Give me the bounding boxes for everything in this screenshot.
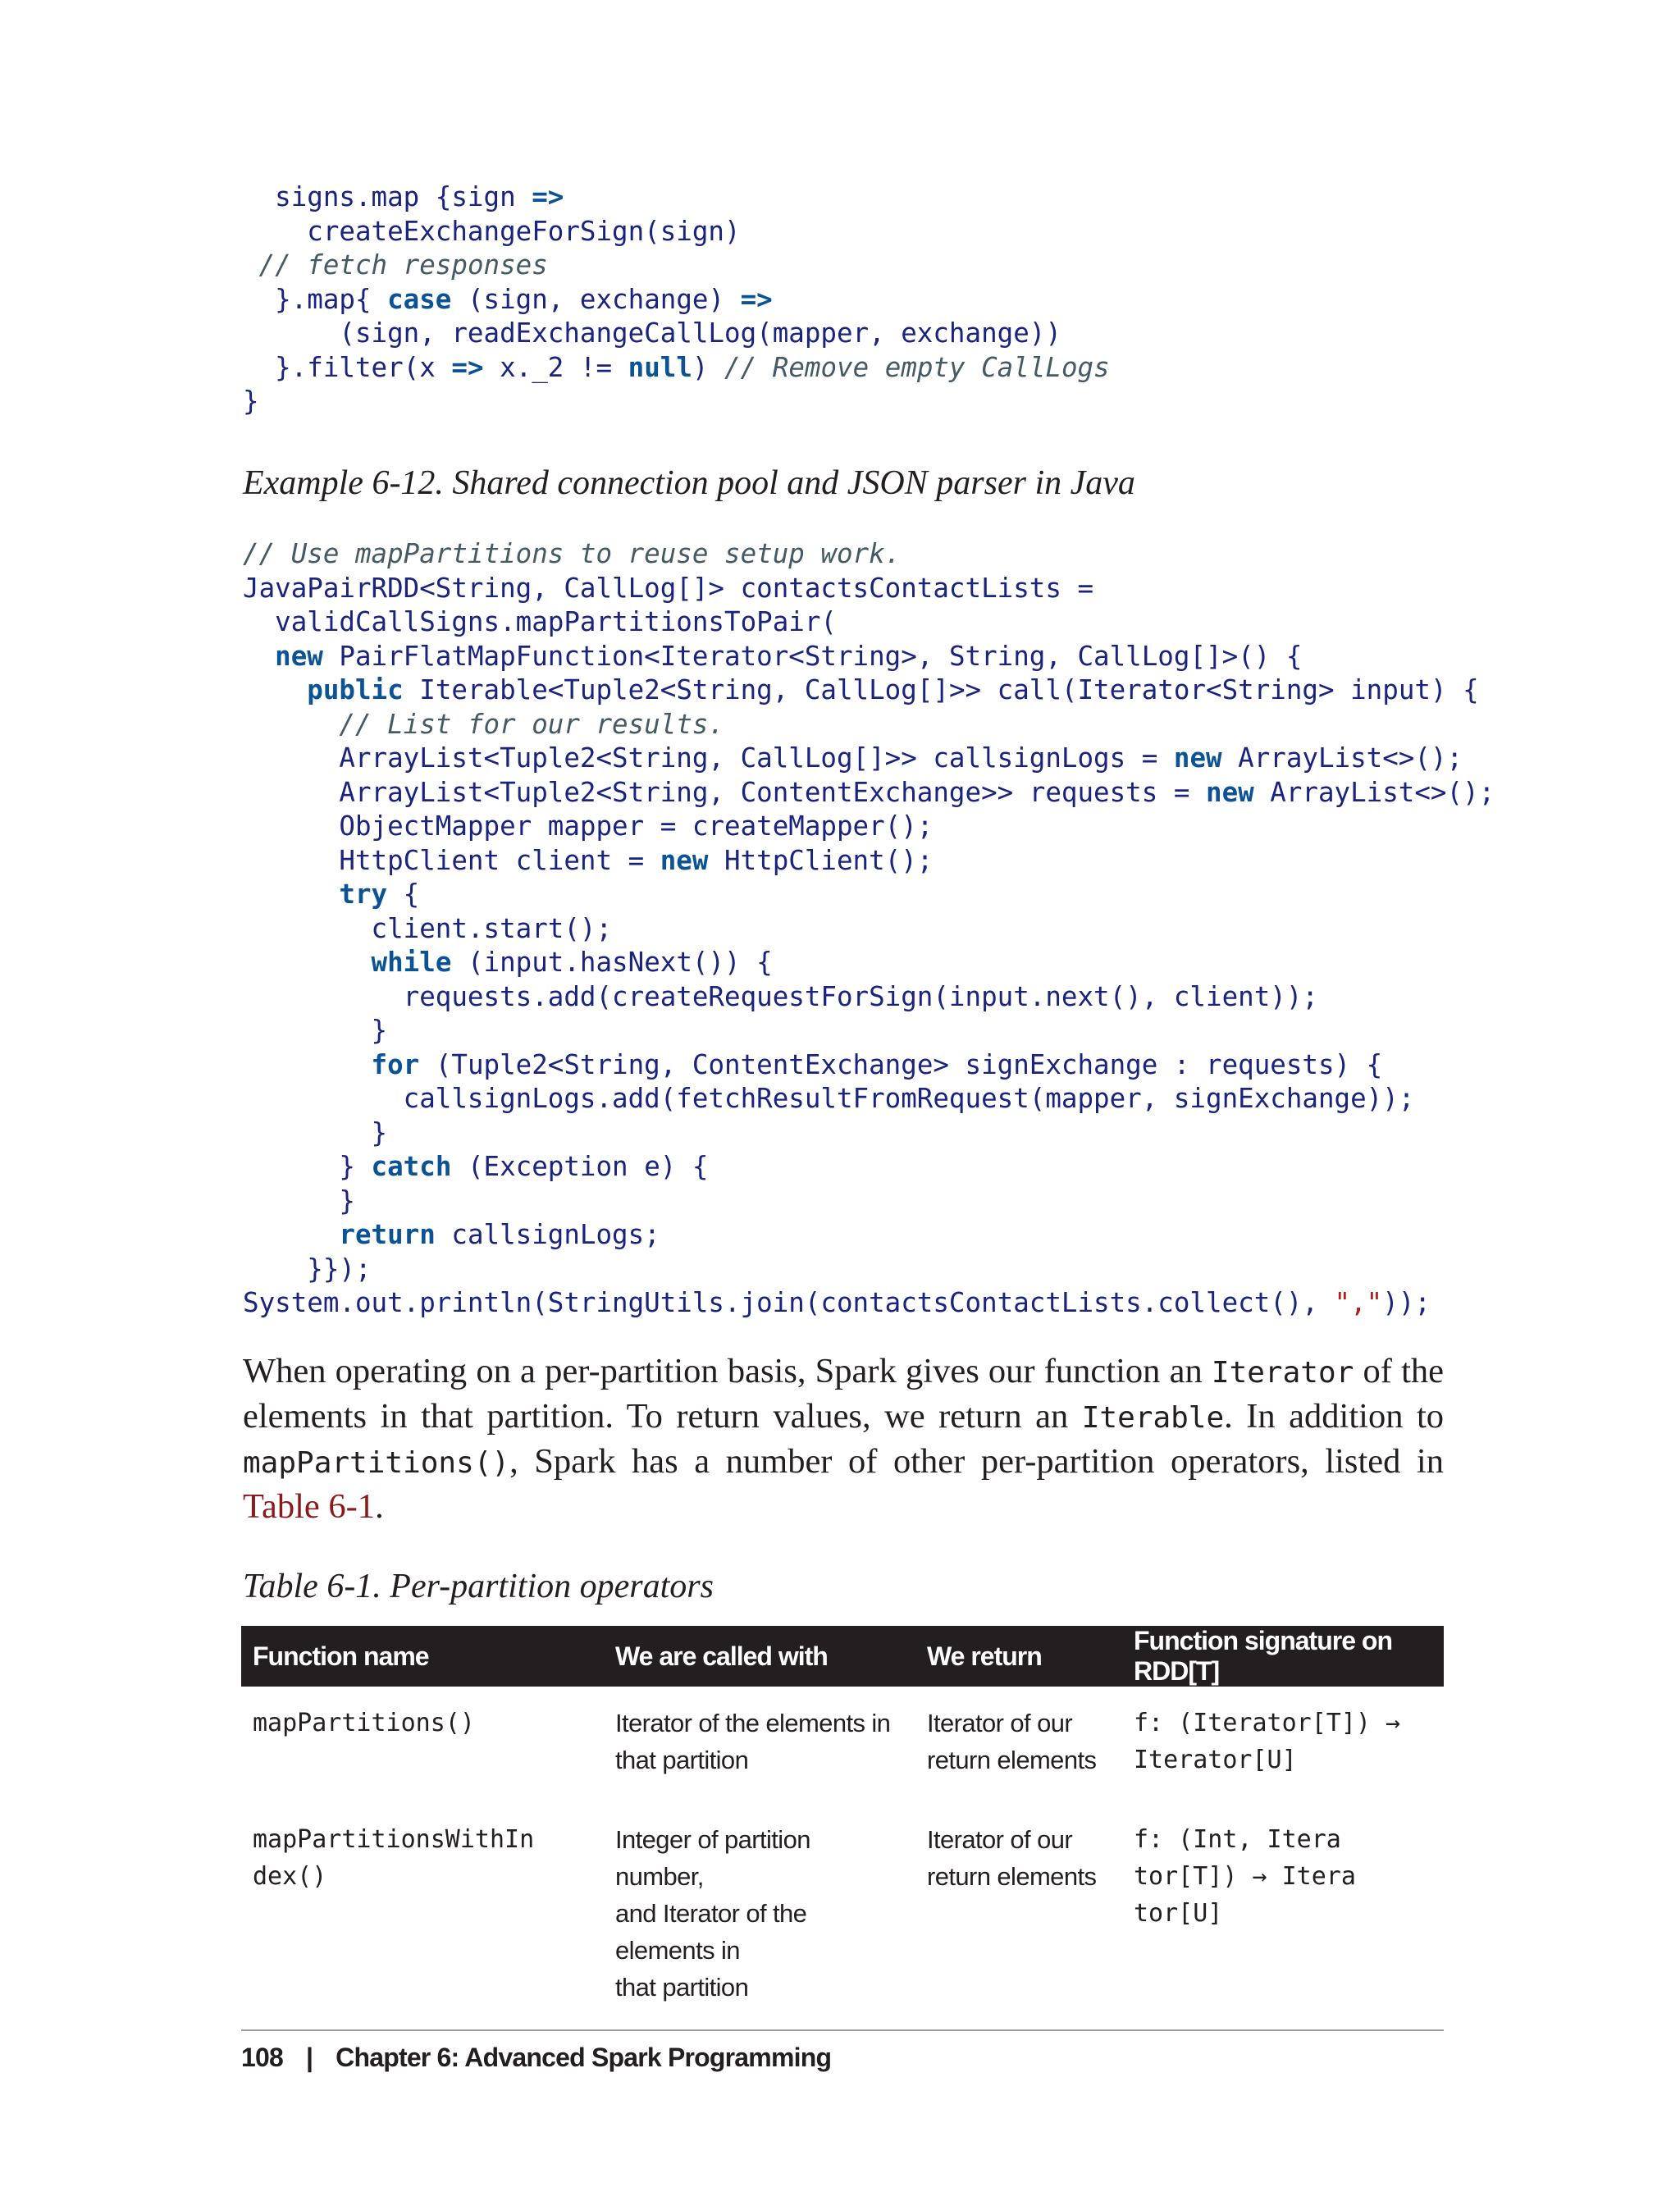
body-paragraph: When operating on a per-partition basis, Spark gives our function an Iterator of the elements in that partition. To return values, we return an Iterable. In addition to mapPartitions(), Spark has a number of other per-partition operators, listed in Table 6-1. (243, 1352, 1445, 1526)
called-with-cell: Integer of partition number, and Iterator of the elements in that partition (615, 1825, 810, 2002)
table-row (241, 1687, 1444, 1803)
returns-cell: Iterator of our return elements (927, 1825, 1097, 1891)
column-header: Function name (241, 1626, 604, 1687)
per-partition-operators-table (241, 1626, 1444, 2030)
footer-divider (241, 2029, 1444, 2031)
signature-cell: f: (Int, Itera tor[T]) → Itera tor[U] (1134, 1825, 1356, 1928)
scala-code-listing: signs.map {sign => createExchangeForSign(sign) // fetch responses }.map{ case (sign, exchange) => (sign, readExchangeCallLog(mapper, exchange)) }.filter(x => x._2 != null) // Remove empty CallLogs } (243, 181, 1110, 417)
java-code-listing: // Use mapPartitions to reuse setup work. JavaPairRDD<String, CallLog[]> contactsContactLists = validCallSigns.mapPartitionsToPair( new PairFlatMapFunction<Iterator<String>, String, CallLog[]>() { public Iterable<Tuple2<String, CallLog[]>> call(Iterator<String> input) { // List for our results. ArrayList<Tuple2<String, CallLog[]>> callsignLogs = new ArrayList<>(); ArrayList<Tuple2<String, ContentExchange>> requests = new ArrayList<>(); ObjectMapper mapper = createMapper(); HttpClient client = new HttpClient(); try { client.start(); while (input.hasNext()) { requests.add(createRequestForSign(input.next(), client)); } for (Tuple2<String, ContentExchange> signExchange : requests) { callsignLogs.add(fetchResultFromRequest(mapper, signExchange)); } } catch (Exception e) { } return callsignLogs; }}); System.out.println(StringUtils.join(contactsContactLists.collect(), ",")); (243, 538, 1495, 1318)
example-caption: Example 6-12. Shared connection pool and JSON parser in Java (243, 464, 1135, 502)
function-name-cell: mapPartitions() (253, 1709, 475, 1737)
table-caption: Table 6-1. Per-partition operators (243, 1568, 714, 1605)
page-footer (241, 2043, 831, 2073)
returns-cell: Iterator of our return elements (927, 1709, 1097, 1774)
function-name-cell: mapPartitionsWithIn dex() (253, 1825, 535, 1891)
footer-separator: | (306, 2043, 313, 2072)
column-header: Function signature on RDD[T] (1122, 1626, 1444, 1687)
table-6-1-link[interactable]: Table 6-1 (243, 1487, 376, 1526)
column-header: We are called with (604, 1626, 915, 1687)
signature-cell: f: (Iterator[T]) → Iterator[U] (1134, 1709, 1401, 1774)
page-number: 108 (241, 2043, 283, 2072)
table-header-row (241, 1626, 1444, 1687)
called-with-cell: Iterator of the elements in that partition (615, 1709, 891, 1774)
column-header: We return (915, 1626, 1122, 1687)
table-row (241, 1803, 1444, 2030)
chapter-title: Chapter 6: Advanced Spark Programming (336, 2043, 832, 2072)
